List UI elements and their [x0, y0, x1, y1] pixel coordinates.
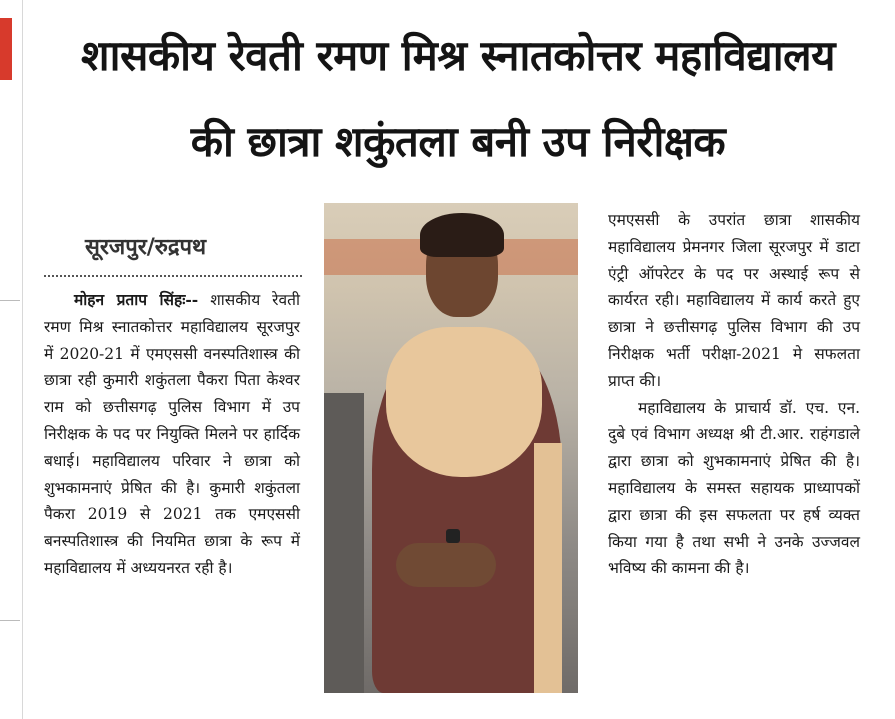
photo-figure-scarf	[386, 327, 542, 477]
dateline: सूरजपुर/रुद्रपथ	[85, 235, 207, 260]
photo-background-door	[324, 393, 364, 693]
student-photo	[324, 203, 578, 693]
edge-rule	[0, 620, 20, 621]
photo-figure-scarf-end	[534, 443, 562, 693]
article-paragraph: एमएससी के उपरांत छात्रा शासकीय महाविद्यालय प्रेमनगर जिला सूरजपुर में डाटा एंट्री ऑपरेटर के पद पर अस्थाई रूप से कार्यरत रही। महाविद्यालय में कार्य करते हुए छात्रा ने छत्तीसगढ़ पुलिस विभाग की उप निरीक्षक भर्ती परीक्षा-2021 मे सफलता प्राप्त की।	[608, 211, 860, 390]
photo-figure-hair	[420, 213, 504, 257]
wristwatch-icon	[446, 529, 460, 543]
dotted-divider	[44, 275, 302, 277]
article-paragraph	[44, 287, 300, 582]
article-column-right	[608, 207, 860, 582]
headline-line-2: की छात्रा शकुंतला बनी उप निरीक्षक	[190, 117, 726, 166]
section-marker	[0, 18, 12, 80]
article-body-text: शासकीय रेवती रमण मिश्र स्नातकोत्तर महाविद्यालय सूरजपुर में 2020-21 में एमएससी वनस्पतिशास्त्र की छात्रा रही कुमारी शकुंतला पैकरा पिता केश्वर राम को छत्तीसगढ़ पुलिस विभाग में उप निरीक्षक के पद पर नियुक्ति मिलने पर हार्दिक बधाई। महाविद्यालय परिवार ने छात्रा को शुभकामनाएं प्रेषित की है। कुमारी शकुंतला पैकरा 2019 से 2021 तक एमएससी बनस्पतिशास्त्र की नियमित छात्रा के रूप में महाविद्यालय में अध्ययनरत रही है।	[44, 291, 300, 577]
photo-figure-hands	[396, 543, 496, 587]
headline-line-1: शासकीय रेवती रमण मिश्र स्नातकोत्तर महाविद्यालय	[81, 31, 835, 80]
article-paragraph: महाविद्यालय के प्राचार्य डॉ. एच. एन. दुबे एवं विभाग अध्यक्ष श्री टी.आर. राहंगडाले द्वारा छात्रा को शुभकामनाएं प्रेषित की है। महाविद्यालय के समस्त सहायक प्राध्यापकों द्वारा छात्रा की इस सफलता पर हर्ष व्यक्त किया गया है तथा सभी ने उनके उज्जवल भविष्य की कामना की है।	[608, 398, 860, 578]
author-byline: मोहन प्रताप सिंहः--	[74, 290, 199, 309]
article-column-left	[44, 287, 300, 582]
edge-rule	[0, 300, 20, 301]
adjacent-column-edge	[0, 0, 23, 719]
